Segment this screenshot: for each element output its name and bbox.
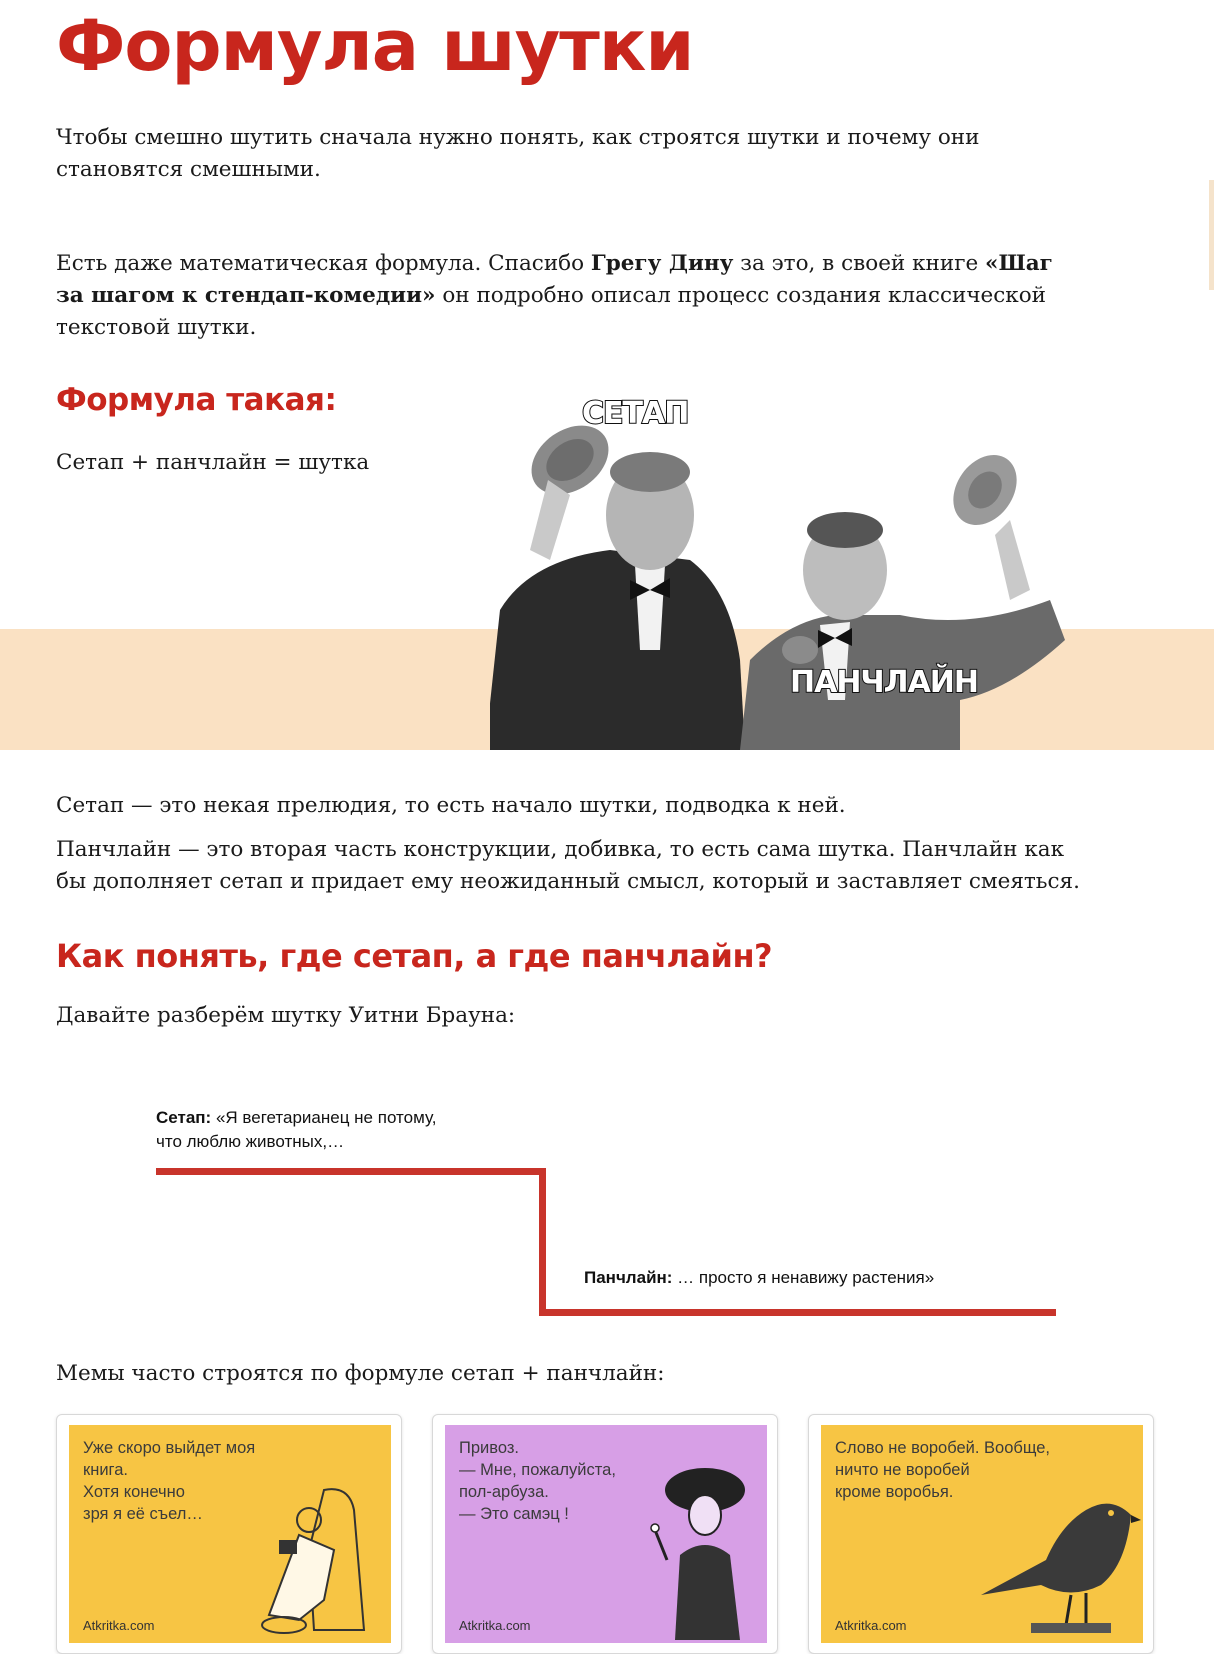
formula-paragraph-text-2: за это, в своей книге xyxy=(733,251,986,276)
section-heading: Как понять, где сетап, а где панчлайн? xyxy=(56,937,773,975)
diagram-punchline-text: … просто я ненавижу растения» xyxy=(672,1268,935,1287)
diagram-setup xyxy=(156,1106,436,1154)
meme-card-2-text: Привоз. — Мне, пожалуйста, пол-арбуза. — Это самэц ! xyxy=(459,1439,616,1523)
victorian-lady-icon xyxy=(645,1460,765,1640)
meme-card-2-image xyxy=(445,1425,767,1643)
intro-paragraph: Чтобы смешно шутить сначала нужно понять, как строятся шутки и почему они становятся смешными. xyxy=(56,125,980,182)
meme-card-1-brand: Atkritka.com xyxy=(83,1618,155,1633)
scrollbar-thumb[interactable] xyxy=(1209,180,1214,290)
reading-man-icon xyxy=(254,1480,384,1640)
diagram-setup-text-2: что люблю животных,… xyxy=(156,1132,345,1151)
meme-card-3-image xyxy=(821,1425,1143,1643)
formula-paragraph-text-3: он подробно описал процесс создания классической текстовой шутки. xyxy=(56,283,1047,340)
memes-intro: Мемы часто строятся по формуле сетап + панчлайн: xyxy=(56,1361,665,1386)
diagram-setup-label: Сетап: xyxy=(156,1108,212,1127)
formula-text: Сетап + панчлайн = шутка xyxy=(56,450,370,475)
book-title: «Шаг за шагом к стендап-комедии» xyxy=(56,251,1053,308)
formula-paragraph xyxy=(56,248,1066,344)
meme-card-3[interactable] xyxy=(808,1414,1154,1654)
meme-card-3-text: Слово не воробей. Вообще, ничто не воробей кроме воробья. xyxy=(835,1439,1051,1501)
diagram-setup-text: «Я вегетарианец не потому, xyxy=(211,1108,437,1127)
drop-line xyxy=(539,1168,546,1316)
meme-card-1-image xyxy=(69,1425,391,1643)
meme-card-3-brand: Atkritka.com xyxy=(835,1618,907,1633)
page-title: Формула шутки xyxy=(56,5,694,87)
meme-card-1-text: Уже скоро выйдет моя книга. Хотя конечно зря я её съел… xyxy=(83,1439,256,1523)
formula-heading: Формула такая: xyxy=(56,382,337,418)
diagram-punchline-label: Панчлайн: xyxy=(584,1268,673,1287)
sparrow-icon xyxy=(961,1485,1141,1635)
example-intro: Давайте разберём шутку Уитни Брауна: xyxy=(56,1003,516,1028)
meme-label-punchline: ПАНЧЛАЙН xyxy=(790,665,979,700)
diagram-punchline xyxy=(584,1266,934,1290)
meme-card-2[interactable] xyxy=(432,1414,778,1654)
setup-punchline-photo xyxy=(490,396,1090,750)
author-name: Грегу Дину xyxy=(590,251,734,276)
setup-definition: Сетап — это некая прелюдия, то есть начало шутки, подводка к ней. xyxy=(56,793,846,818)
formula-paragraph-text-1: Есть даже математическая формула. Спасибо xyxy=(56,251,591,276)
punchline-line xyxy=(539,1309,1056,1316)
punchline-definition: Панчлайн — это вторая часть конструкции, добивка, то есть сама шутка. Панчлайн как бы дополняет сетап и придает ему неожиданный смысл, который и заставляет смеяться. xyxy=(56,837,1080,894)
meme-card-2-brand: Atkritka.com xyxy=(459,1618,531,1633)
meme-card-1[interactable] xyxy=(56,1414,402,1654)
setup-line xyxy=(156,1168,546,1175)
meme-label-setup: СЕТАП xyxy=(582,396,689,431)
